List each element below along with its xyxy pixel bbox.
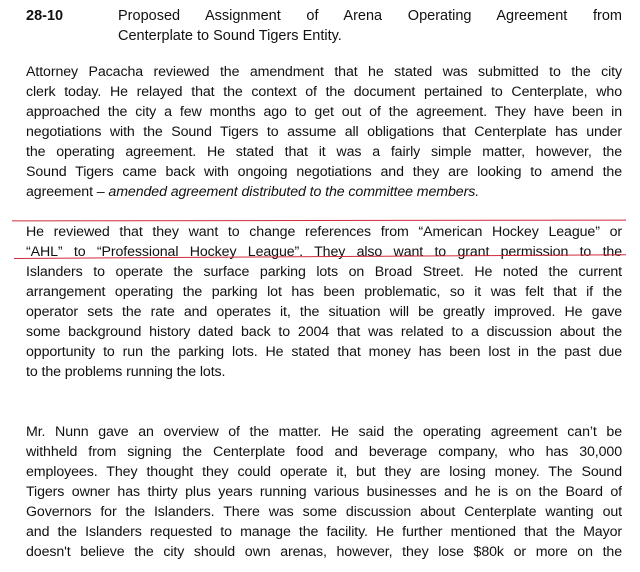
paragraph-line: Attorney Pacacha reviewed the amendment that he stated was submitted to the city [26, 64, 622, 80]
paragraph-line: Sound Tigers came back with ongoing negotiations and they are looking to amend the [26, 164, 622, 180]
paragraph-line: “AHL” to “Professional Hockey League”. They also want to grant permission to the [26, 244, 622, 260]
paragraph-line: Tigers owner has thirty plus years running various businesses and he is on the Board of [26, 484, 622, 500]
agenda-item-title-line: Centerplate to Sound Tigers Entity. [118, 28, 342, 44]
paragraph-line: He reviewed that they want to change references from “American Hockey League” or [26, 224, 622, 240]
paragraph-line: arrangement operating the parking lot has been problematic, so it was felt that if the [26, 284, 622, 300]
paragraph-line: to the problems running the lots. [26, 364, 226, 380]
paragraph-line: clerk today. He relayed that the context of the document pertained to Centerplate, who [26, 84, 622, 100]
paragraph-line: some background history dated back to 2004 that was related to a discussion about the [26, 324, 622, 340]
italic-note: amended agreement distributed to the committee members. [108, 184, 480, 200]
paragraph-attorney-review [26, 62, 622, 202]
agenda-item-title [118, 6, 622, 46]
agenda-item-title-line: Proposed Assignment of Arena Operating Agreement from [118, 8, 622, 24]
paragraph-line: doesn't believe the city should own arenas, however, they lose $80k or more on the [26, 544, 622, 560]
paragraph-line: withheld from signing the Centerplate food and beverage company, who has 30,000 [26, 444, 622, 460]
paragraph-line: employees. They thought they could operate it, but they are losing money. The Sound [26, 464, 622, 480]
paragraph-league-references [26, 222, 622, 382]
agenda-item-header [26, 6, 622, 46]
paragraph-line: and the Islanders requested to manage the facility. He further mentioned that the Mayor [26, 524, 622, 540]
paragraph-line: operator sets the rate and operates it, the situation will be greatly improved. He gave [26, 304, 622, 320]
paragraph-line: Islanders to operate the surface parking lots on Broad Street. He noted the current [26, 264, 622, 280]
paragraph-line: opportunity to run the parking lots. He stated that money has been lost in the past due [26, 344, 622, 360]
paragraph-line-prefix: agreement – [26, 184, 109, 200]
agenda-item-number: 28-10 [26, 8, 64, 24]
paragraph-nunn-overview [26, 422, 622, 562]
paragraph-line: the operating agreement. He stated that it was a fairly simple matter, however, the [26, 144, 622, 160]
paragraph-line [26, 182, 622, 202]
paragraph-line: Mr. Nunn gave an overview of the matter. He said the operating agreement can’t be [26, 424, 622, 440]
paragraph-line: approached the city a few months ago to get out of the agreement. They have been in [26, 104, 622, 120]
paragraph-line: negotiations with the Sound Tigers to assume all obligations that Centerplate has under [26, 124, 622, 140]
paragraph-line: Governors for the Islanders. There was some discussion about Centerplate wanting out [26, 504, 622, 520]
